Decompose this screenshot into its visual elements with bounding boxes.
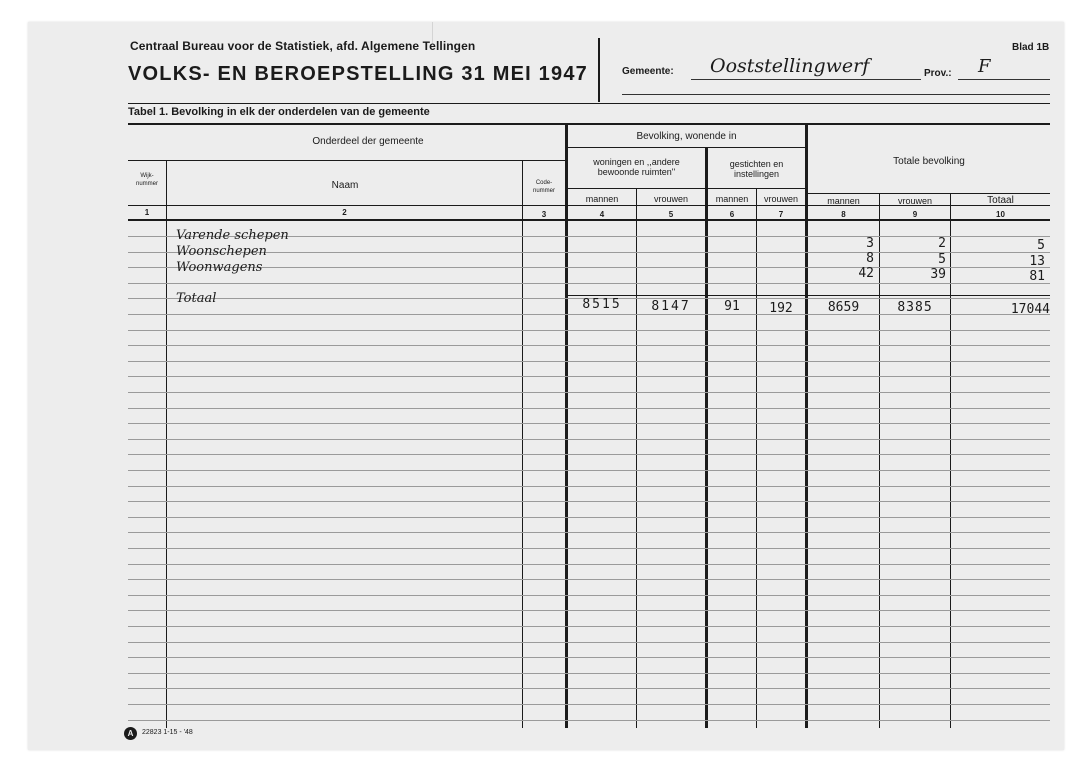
ruled-row-line	[128, 595, 1050, 596]
col-divider-4	[636, 188, 637, 728]
col-divider-5	[705, 147, 708, 728]
header-naam: Naam	[331, 180, 359, 191]
table-title-bottom-rule	[128, 123, 1050, 125]
ruled-row-line	[128, 392, 1050, 393]
header-line-bevolking	[568, 147, 808, 148]
total-col8: 8659	[827, 300, 860, 315]
header-col8-mannen: mannen	[827, 196, 860, 206]
gemeente-label: Gemeente:	[622, 66, 674, 77]
form-title: VOLKS- EN BEROEPSTELLING 31 MEI 1947	[128, 63, 588, 85]
header-wijk-2: nummer	[135, 181, 158, 187]
col-number-4: 4	[599, 210, 605, 219]
ruled-row-line	[128, 564, 1050, 565]
ruled-row-line	[128, 376, 1050, 377]
row-1-col8: 3	[866, 236, 874, 251]
ruled-row-line	[128, 470, 1050, 471]
printer-badge: A	[124, 727, 137, 740]
total-naam: Totaal	[176, 291, 217, 306]
header-col10-totaal: Totaal	[987, 195, 1014, 206]
ruled-row-line	[128, 673, 1050, 674]
header-bevolking: Bevolking, wonende in	[636, 131, 737, 142]
header-code-2: nummer	[532, 188, 555, 194]
total-col7: 192	[769, 301, 793, 316]
ruled-row-line	[128, 423, 1050, 424]
ruled-row-line	[128, 704, 1050, 705]
ruled-row-line	[128, 579, 1050, 580]
total-col6: 91	[724, 299, 740, 314]
gemeente-underline	[691, 79, 921, 80]
row-2-col9: 5	[938, 252, 946, 267]
ruled-row-line	[128, 626, 1050, 627]
ruled-row-line	[128, 345, 1050, 346]
col-number-10: 10	[996, 210, 1005, 219]
table-title-top-rule	[128, 103, 1050, 104]
col-number-5: 5	[668, 210, 674, 219]
total-col10: 17044	[1010, 302, 1050, 317]
header-wijk-1: Wijk-	[140, 173, 154, 179]
form-code: 22823 1-15 - '48	[142, 729, 193, 736]
ruled-row-line	[128, 720, 1050, 721]
row-1-naam: Varende schepen	[176, 228, 289, 243]
blad-number: Blad 1B	[1012, 42, 1050, 53]
header-woningen-1: woningen en ,,andere	[593, 157, 680, 167]
ruled-row-line	[128, 501, 1050, 502]
row-2-col8: 8	[866, 251, 874, 266]
header-col7-vrouwen: vrouwen	[763, 194, 799, 204]
col-divider-6	[756, 188, 757, 728]
ruled-row-line	[128, 610, 1050, 611]
row-3-col9: 39	[930, 267, 946, 282]
ruled-row-line	[128, 486, 1050, 487]
ruled-row-line	[128, 361, 1050, 362]
organization-line: Centraal Bureau voor de Statistiek, afd. Algemene Tellingen	[130, 39, 476, 53]
header-col6-mannen: mannen	[715, 194, 749, 204]
header-divider	[598, 38, 600, 102]
total-col4: 8515	[582, 297, 622, 312]
col-number-2: 2	[342, 208, 347, 217]
row-1-col10: 5	[1037, 238, 1045, 253]
col-number-8: 8	[841, 210, 846, 219]
header-totale: Totale bevolking	[893, 156, 965, 167]
row-3-col10: 81	[1029, 269, 1045, 284]
header-rule-secondary	[622, 94, 1050, 95]
ruled-row-line	[128, 688, 1050, 689]
header-line-onderdeel	[128, 160, 568, 161]
header-line-totale	[808, 193, 1050, 194]
total-col5: 8147	[651, 299, 691, 314]
prov-value: F	[978, 56, 991, 77]
ruled-row-line	[128, 642, 1050, 643]
row-2-col10: 13	[1029, 254, 1045, 269]
prov-underline	[958, 79, 1050, 80]
gemeente-value: Ooststellingwerf	[710, 55, 870, 77]
col-number-1: 1	[144, 208, 150, 217]
row-1-col9: 2	[938, 236, 946, 251]
header-col5-vrouwen: vrouwen	[653, 194, 689, 204]
ruled-row-line	[128, 657, 1050, 658]
census-form-sheet	[28, 22, 1064, 750]
header-woningen-2: bewoonde ruimten''	[597, 167, 676, 177]
table-title: Tabel 1. Bevolking in elk der onderdelen van de gemeente	[128, 106, 430, 118]
col-number-6: 6	[729, 210, 735, 219]
ruled-row-line	[128, 283, 1050, 284]
col-number-3: 3	[541, 210, 547, 219]
ruled-row-line	[128, 439, 1050, 440]
total-col9: 8385	[897, 300, 933, 315]
col-number-9: 9	[912, 210, 918, 219]
row-3-naam: Woonwagens	[176, 260, 263, 275]
col-number-7: 7	[778, 210, 784, 219]
header-code-1: Code-	[535, 180, 553, 186]
header-gestichten-1: gestichten en	[729, 159, 784, 169]
ruled-row-line	[128, 532, 1050, 533]
ruled-row-line	[128, 454, 1050, 455]
prov-label: Prov.:	[924, 68, 952, 79]
header-col9-vrouwen: vrouwen	[897, 196, 933, 206]
row-2-naam: Woonschepen	[176, 244, 267, 259]
ruled-row-line	[128, 330, 1050, 331]
ruled-row-line	[128, 517, 1050, 518]
total-overline	[568, 295, 1050, 296]
header-line-subgroups	[568, 188, 808, 189]
ruled-row-line	[128, 548, 1050, 549]
header-gestichten-2: instellingen	[733, 169, 780, 179]
header-col4-mannen: mannen	[585, 194, 619, 204]
header-onderdeel: Onderdeel der gemeente	[312, 136, 424, 147]
header-line-numbers	[128, 219, 1050, 221]
row-3-col8: 42	[858, 266, 874, 281]
ruled-row-line	[128, 408, 1050, 409]
